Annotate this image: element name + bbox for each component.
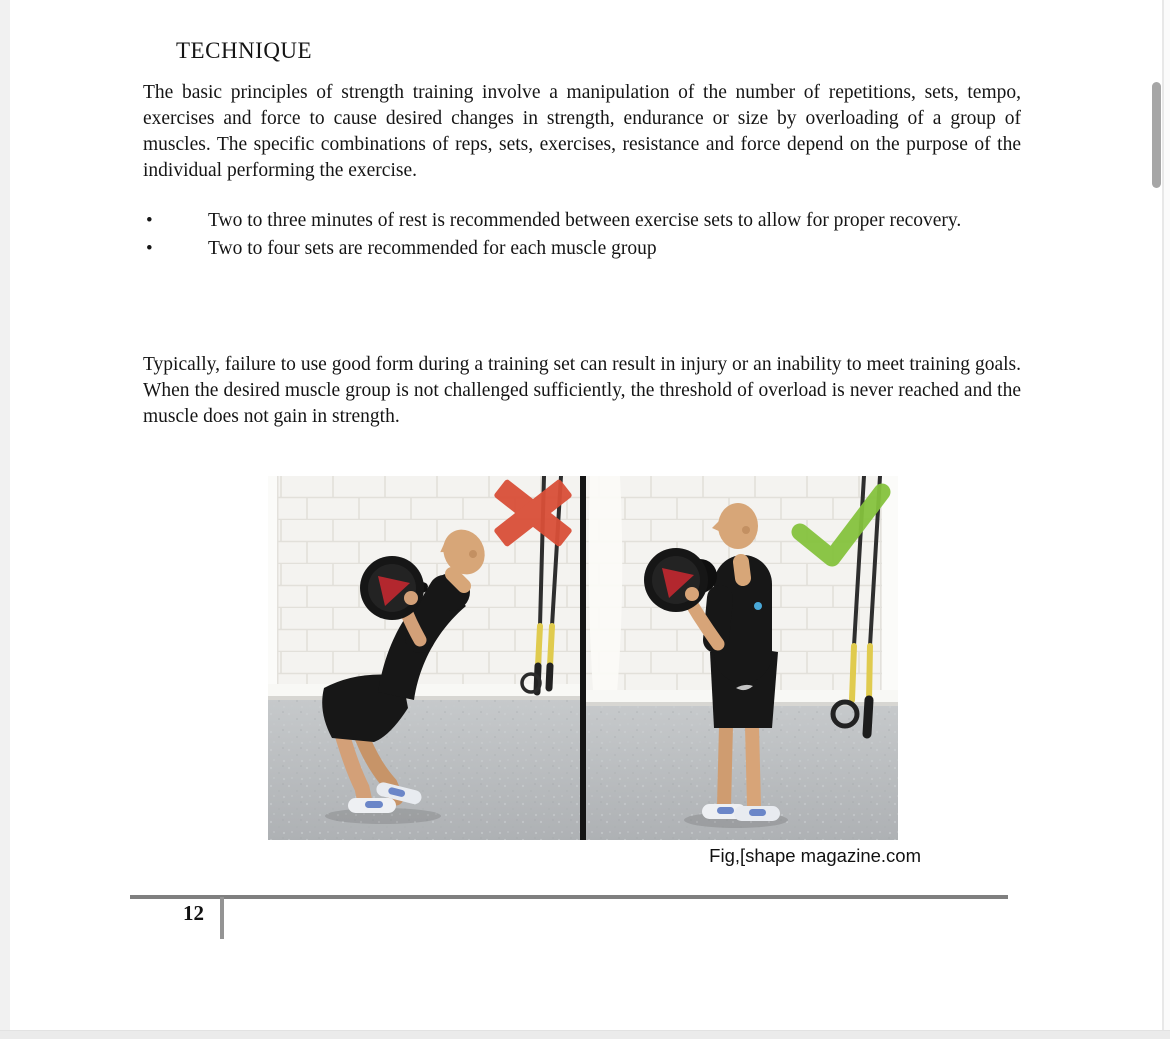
bullet-text: Two to three minutes of rest is recommended between exercise sets to allow for proper recovery.: [208, 210, 962, 231]
shirt-logo: [754, 602, 762, 610]
right-wall-corner: [882, 476, 898, 706]
vertical-scrollbar-thumb[interactable]: [1152, 82, 1161, 188]
left-wall-corner: [268, 476, 277, 702]
right-shoes: [702, 804, 780, 821]
bullet-text: Two to four sets are recommended for each muscle group: [208, 238, 657, 259]
viewer-right-margin: [1164, 0, 1170, 1030]
page-number: 12: [183, 901, 204, 925]
bullet-dot-icon: •: [146, 210, 153, 231]
intro-paragraph: The basic principles of strength training involve a manipulation of the number of repetitions, sets, tempo, exercises and force to cause desired changes in strength, endurance or size by overloading of a group of muscles. The specific combinations of reps, sets, exercises, resistance and force depend on the purpose of the individual performing the exercise.: [143, 82, 1021, 181]
figure-caption: Fig,[shape magazine.com: [709, 845, 921, 866]
footer-vertical-bar: [220, 897, 224, 939]
figure-divider: [580, 476, 586, 840]
bullet-list: [143, 208, 1021, 264]
left-photo-bad-form: [268, 476, 580, 840]
bullet-item-rest: [143, 208, 1021, 234]
right-photo-good-form: [586, 476, 898, 840]
wall-drape: [589, 476, 623, 706]
section-title: TECHNIQUE: [176, 38, 313, 63]
form-paragraph: Typically, failure to use good form during a training set can result in injury or an inability to meet training goals. When the desired muscle group is not challenged sufficiently, the threshold of overload is never reached and the muscle does not gain in strength.: [143, 354, 1021, 427]
bullet-item-sets: [143, 236, 1021, 262]
viewer-left-margin: [0, 0, 10, 1030]
exercise-form-image: [268, 476, 898, 840]
footer-divider-line: [130, 895, 1008, 899]
exercise-form-figure: [268, 476, 898, 840]
bullet-dot-icon: •: [146, 238, 153, 259]
